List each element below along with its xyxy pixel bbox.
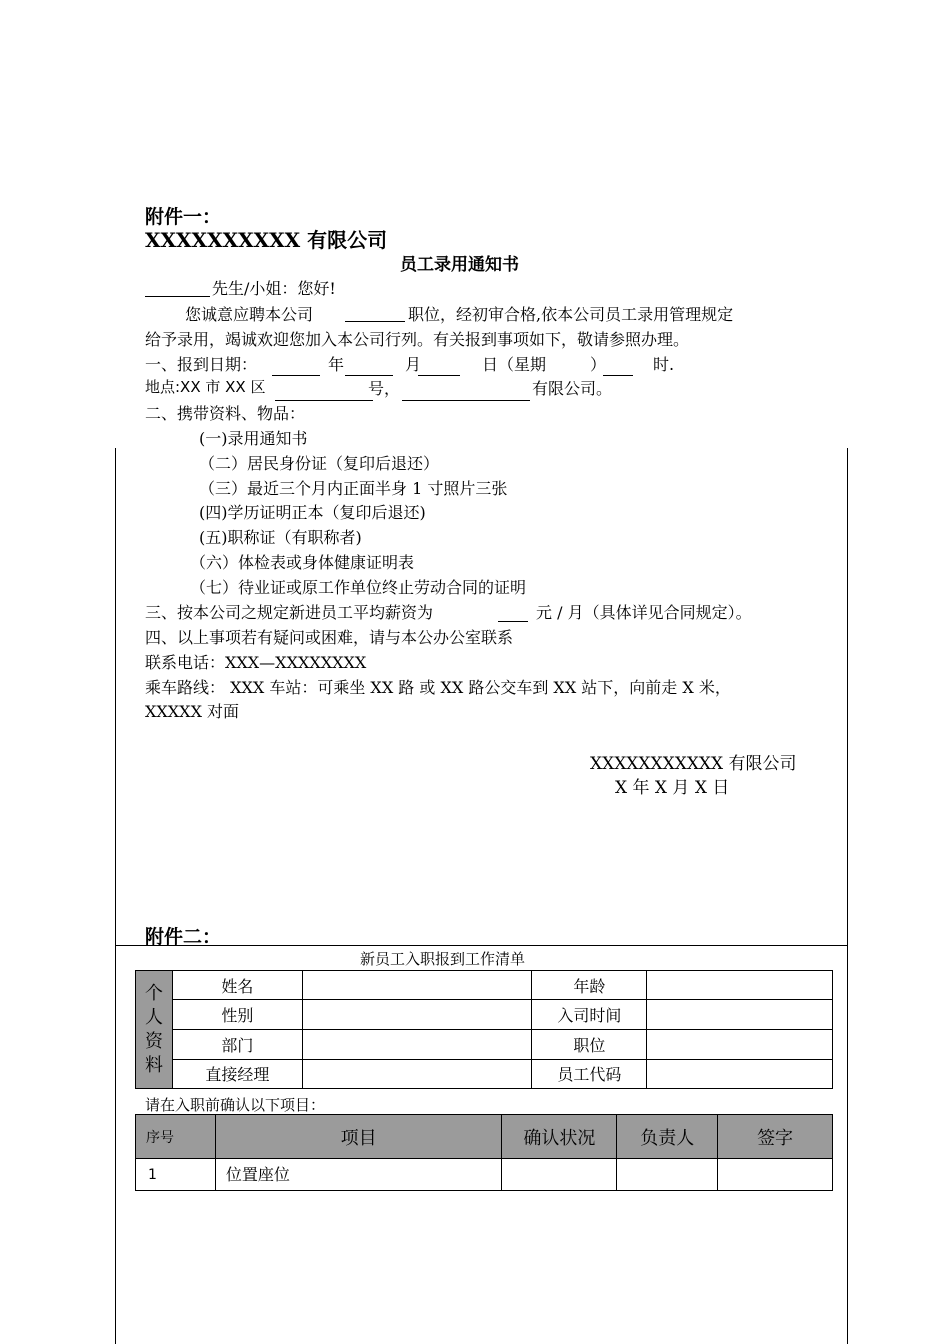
appendix1-heading: 附件一： xyxy=(145,206,222,228)
month-label: 月 xyxy=(405,355,422,374)
position-blank xyxy=(345,321,405,322)
material-item: （六）体检表或身体健康证明表 xyxy=(190,553,415,572)
gender-label: 性别 xyxy=(172,1000,302,1030)
greeting: 先生/小姐：您好! xyxy=(212,279,336,298)
employee-code-label: 员工代码 xyxy=(532,1059,647,1088)
salary-part-b: 元 / 月（具体详见合同规定）。 xyxy=(536,603,752,622)
name-blank xyxy=(145,296,210,297)
contact-note: 四、以上事项若有疑问或困难，请与本公办公室联系 xyxy=(145,628,514,647)
year-blank xyxy=(272,375,320,376)
col-header-signature: 签字 xyxy=(718,1115,833,1159)
row-owner-field[interactable] xyxy=(617,1159,718,1191)
appendix2-heading: 附件二： xyxy=(145,926,222,948)
checklist-title: 新员工入职报到工作清单 xyxy=(360,950,526,968)
material-item: (一)录用通知书 xyxy=(199,429,308,448)
location-label: 地点:XX 市 XX 区 xyxy=(145,378,266,396)
weekday-close: ） xyxy=(590,355,607,374)
col-header-owner: 负责人 xyxy=(617,1115,718,1159)
material-item: （二）居民身份证（复印后退还） xyxy=(199,454,440,473)
personal-info-label: 个 人 资 料 xyxy=(136,971,173,1089)
table-row xyxy=(136,1000,833,1030)
contact-phone: 联系电话：XXX—XXXXXXXX xyxy=(145,653,367,672)
page-frame-divider xyxy=(115,945,848,946)
location-number: 号， xyxy=(368,379,401,398)
name-field[interactable] xyxy=(302,971,532,1000)
notice-title: 员工录用通知书 xyxy=(400,255,519,275)
personal-info-table xyxy=(135,970,833,1089)
row-status-field[interactable] xyxy=(502,1159,617,1191)
salary-part-a: 三、按本公司之规定新进员工平均薪资为 xyxy=(145,603,434,622)
age-label: 年龄 xyxy=(532,971,647,1000)
name-label: 姓名 xyxy=(172,971,302,1000)
page-frame-left xyxy=(115,448,116,1344)
employee-code-field[interactable] xyxy=(647,1059,833,1088)
day-label: 日（星期 xyxy=(482,355,547,374)
day-blank xyxy=(418,375,460,376)
material-item: （七）待业证或原工作单位终止劳动合同的证明 xyxy=(190,578,527,597)
para1-line2: 给予录用，竭诚欢迎您加入本公司行列。有关报到事项如下，敬请参照办理。 xyxy=(145,330,690,349)
material-item: （三）最近三个月内正面半身 1 寸照片三张 xyxy=(199,479,508,498)
age-field[interactable] xyxy=(647,971,833,1000)
signature-company: XXXXXXXXXXX 有限公司 xyxy=(590,754,797,774)
position-label: 职位 xyxy=(532,1030,647,1059)
location-company-suffix: 有限公司。 xyxy=(532,379,613,398)
gender-field[interactable] xyxy=(302,1000,532,1030)
col-header-no: 序号 xyxy=(136,1115,216,1159)
manager-label: 直接经理 xyxy=(172,1059,302,1088)
col-header-status: 确认状况 xyxy=(502,1115,617,1159)
department-field[interactable] xyxy=(302,1030,532,1059)
row-item: 位置座位 xyxy=(215,1159,502,1191)
company-blank xyxy=(402,400,530,401)
confirm-note: 请在入职前确认以下项目： xyxy=(145,1096,326,1114)
checklist-table xyxy=(135,1114,833,1191)
page-frame-right xyxy=(847,448,848,1344)
para1-part-a: 您诚意应聘本公司 xyxy=(185,305,314,324)
bus-route-line2: XXXXX 对面 xyxy=(145,702,240,721)
material-item: (四)学历证明正本（复印后退还) xyxy=(199,503,426,522)
table-row xyxy=(136,971,833,1000)
hour-label: 时. xyxy=(653,355,675,374)
para1-part-b: 职位，经初审合格,依本公司员工录用管理规定 xyxy=(408,305,734,324)
join-date-label: 入司时间 xyxy=(532,1000,647,1030)
row-number: 1 xyxy=(136,1159,216,1191)
col-header-item: 项目 xyxy=(215,1115,502,1159)
table-row xyxy=(136,1159,833,1191)
report-date-label: 一、报到日期： xyxy=(145,355,258,374)
position-field[interactable] xyxy=(647,1030,833,1059)
signature-date: X 年 X 月 X 日 xyxy=(615,778,730,798)
materials-heading: 二、携带资料、物品： xyxy=(145,404,306,423)
manager-field[interactable] xyxy=(302,1059,532,1088)
material-item: (五)职称证（有职称者) xyxy=(199,528,362,547)
join-date-field[interactable] xyxy=(647,1000,833,1030)
row-signature-field[interactable] xyxy=(718,1159,833,1191)
table-row xyxy=(136,1059,833,1088)
department-label: 部门 xyxy=(172,1030,302,1059)
table-row xyxy=(136,1030,833,1059)
table-header-row xyxy=(136,1115,833,1159)
salary-blank xyxy=(498,621,528,622)
bus-route-line1: 乘车路线： XXX 车站：可乘坐 XX 路 或 XX 路公交车到 XX 站下，向前走 X 米， xyxy=(145,678,731,697)
year-label: 年 xyxy=(328,355,345,374)
company-name: XXXXXXXXXX 有限公司 xyxy=(145,228,388,252)
